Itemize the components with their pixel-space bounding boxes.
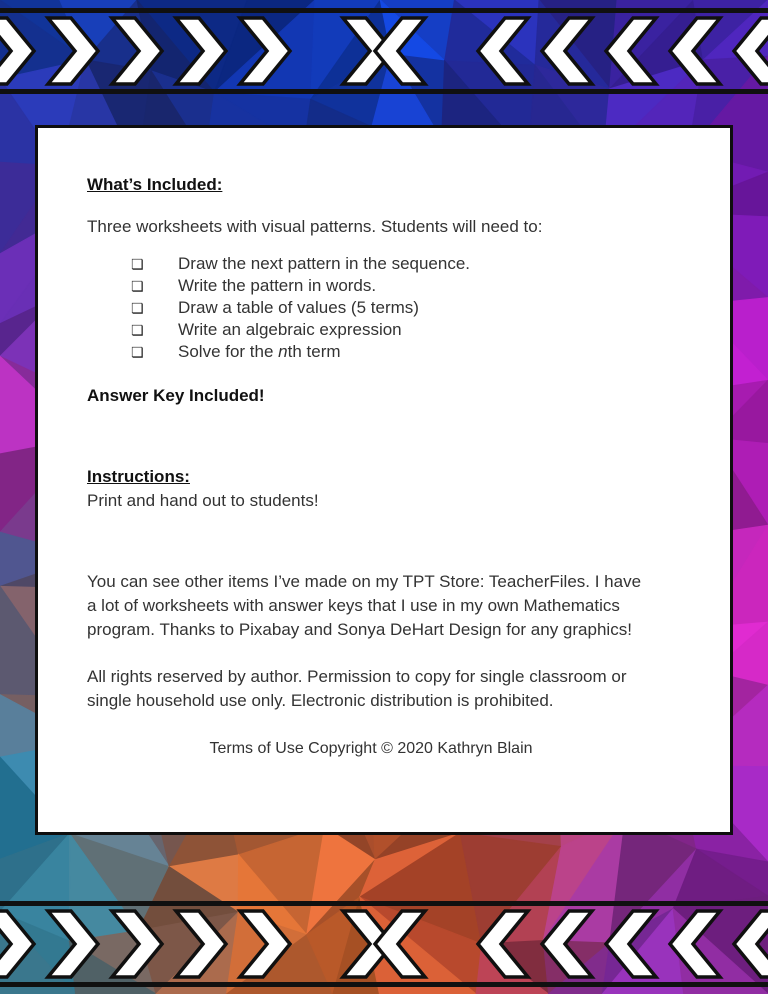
list-item-text: Write the pattern in words. bbox=[178, 276, 377, 296]
list-item bbox=[131, 320, 655, 340]
ballot-box-icon: ❏ bbox=[131, 300, 144, 317]
document-card bbox=[35, 125, 733, 835]
instructions-heading: Instructions: bbox=[87, 466, 190, 486]
included-list bbox=[131, 254, 655, 362]
list-item bbox=[131, 276, 655, 296]
list-item-text: Solve for the nth term bbox=[178, 342, 341, 362]
chevron-border-top bbox=[0, 8, 768, 94]
list-item-text: Write an algebraic expression bbox=[178, 320, 402, 340]
ballot-box-icon: ❏ bbox=[131, 322, 144, 339]
list-item bbox=[131, 254, 655, 274]
instructions-text: Print and hand out to students! bbox=[87, 490, 319, 510]
rights-paragraph: All rights reserved by author. Permission to copy for single classroom or single household use only. Electronic distribution is prohibited. bbox=[87, 667, 627, 711]
terms-footer: Terms of Use Copyright © 2020 Kathryn Blain bbox=[209, 740, 533, 758]
ballot-box-icon: ❏ bbox=[131, 256, 144, 273]
chevron-border-bottom bbox=[0, 901, 768, 987]
list-item bbox=[131, 298, 655, 318]
list-item-text: Draw the next pattern in the sequence. bbox=[178, 254, 471, 274]
tpt-paragraph: You can see other items I’ve made on my TPT Store: TeacherFiles. I have a lot of worksheets with answer keys that I use in my own Mathematics program. Thanks to Pixabay and Sonya DeHart Design for any graphics! bbox=[87, 571, 642, 640]
list-item-text: Draw a table of values (5 terms) bbox=[178, 298, 419, 318]
whats-included-heading: What’s Included: bbox=[87, 175, 223, 194]
intro-text: Three worksheets with visual patterns. Students will need to: bbox=[87, 217, 543, 237]
ballot-box-icon: ❏ bbox=[131, 344, 144, 361]
ballot-box-icon: ❏ bbox=[131, 278, 144, 295]
answer-key-text: Answer Key Included! bbox=[87, 386, 265, 406]
list-item bbox=[131, 342, 655, 362]
